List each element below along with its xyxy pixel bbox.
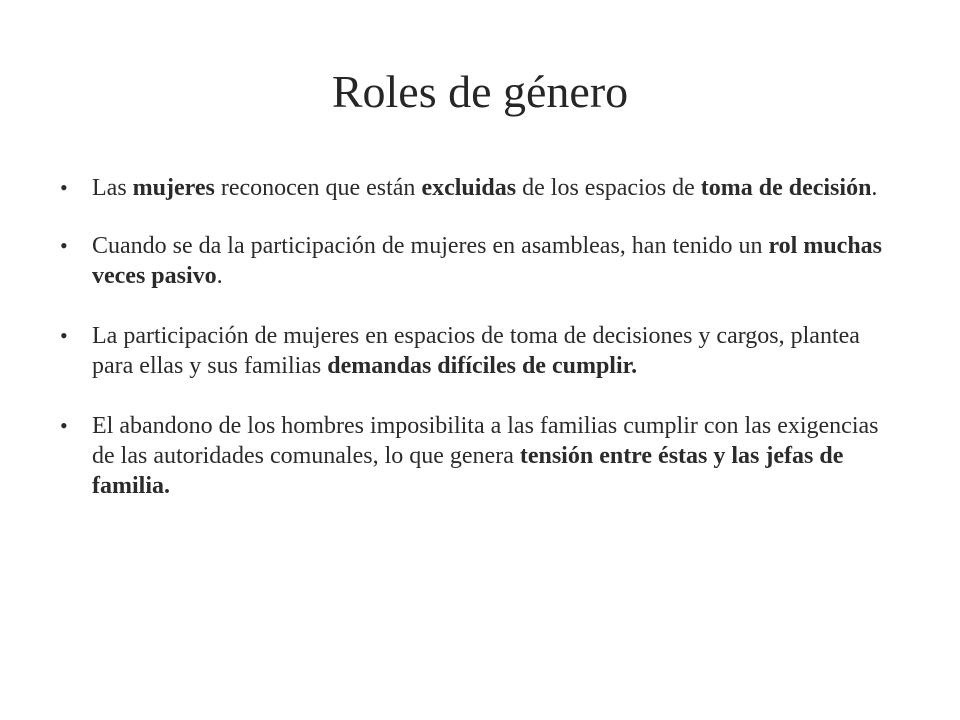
bullet-item-2 bbox=[60, 231, 900, 291]
bullet-4-text-1: El abandono de los hombres imposibilita a las familias cumplir con las exigencias de las autoridades comunales, lo que genera bbox=[92, 413, 879, 469]
bullet-2-text-1: Cuando se da la participación de mujeres en asambleas, han tenido un bbox=[92, 233, 769, 259]
bullet-3-text-1: La participación de mujeres en espacios de toma de decisiones y cargos, plantea para ellas y sus familias bbox=[92, 323, 860, 379]
bullet-2-bold-1: rol muchas veces pasivo bbox=[92, 233, 883, 289]
bullet-item-4 bbox=[60, 411, 900, 501]
bullet-2-text-2: . bbox=[216, 263, 223, 289]
bullet-1-bold-3: toma de decisión bbox=[700, 175, 872, 201]
bullet-3-bold-1: demandas difíciles de cumplir. bbox=[327, 353, 638, 379]
bullet-4-bold-1: tensión entre éstas y las jefas de familia. bbox=[92, 443, 844, 499]
bullet-item-1 bbox=[60, 173, 900, 203]
bullet-icon: • bbox=[60, 175, 68, 200]
bullet-1-text-1: Las bbox=[92, 175, 133, 201]
bullet-icon: • bbox=[60, 413, 68, 438]
bullet-1-text-2: reconocen que están bbox=[214, 175, 422, 201]
bullet-icon: • bbox=[60, 323, 68, 348]
bullet-1-bold-1: mujeres bbox=[132, 175, 215, 201]
bullet-1-bold-2: excluidas bbox=[421, 175, 517, 201]
bullet-list bbox=[60, 173, 900, 501]
bullet-1-text-4: . bbox=[871, 175, 878, 201]
bullet-icon: • bbox=[60, 233, 68, 258]
bullet-1-text-3: de los espacios de bbox=[516, 175, 701, 201]
bullet-item-3 bbox=[60, 321, 900, 381]
slide-title: Roles de género bbox=[331, 66, 629, 117]
